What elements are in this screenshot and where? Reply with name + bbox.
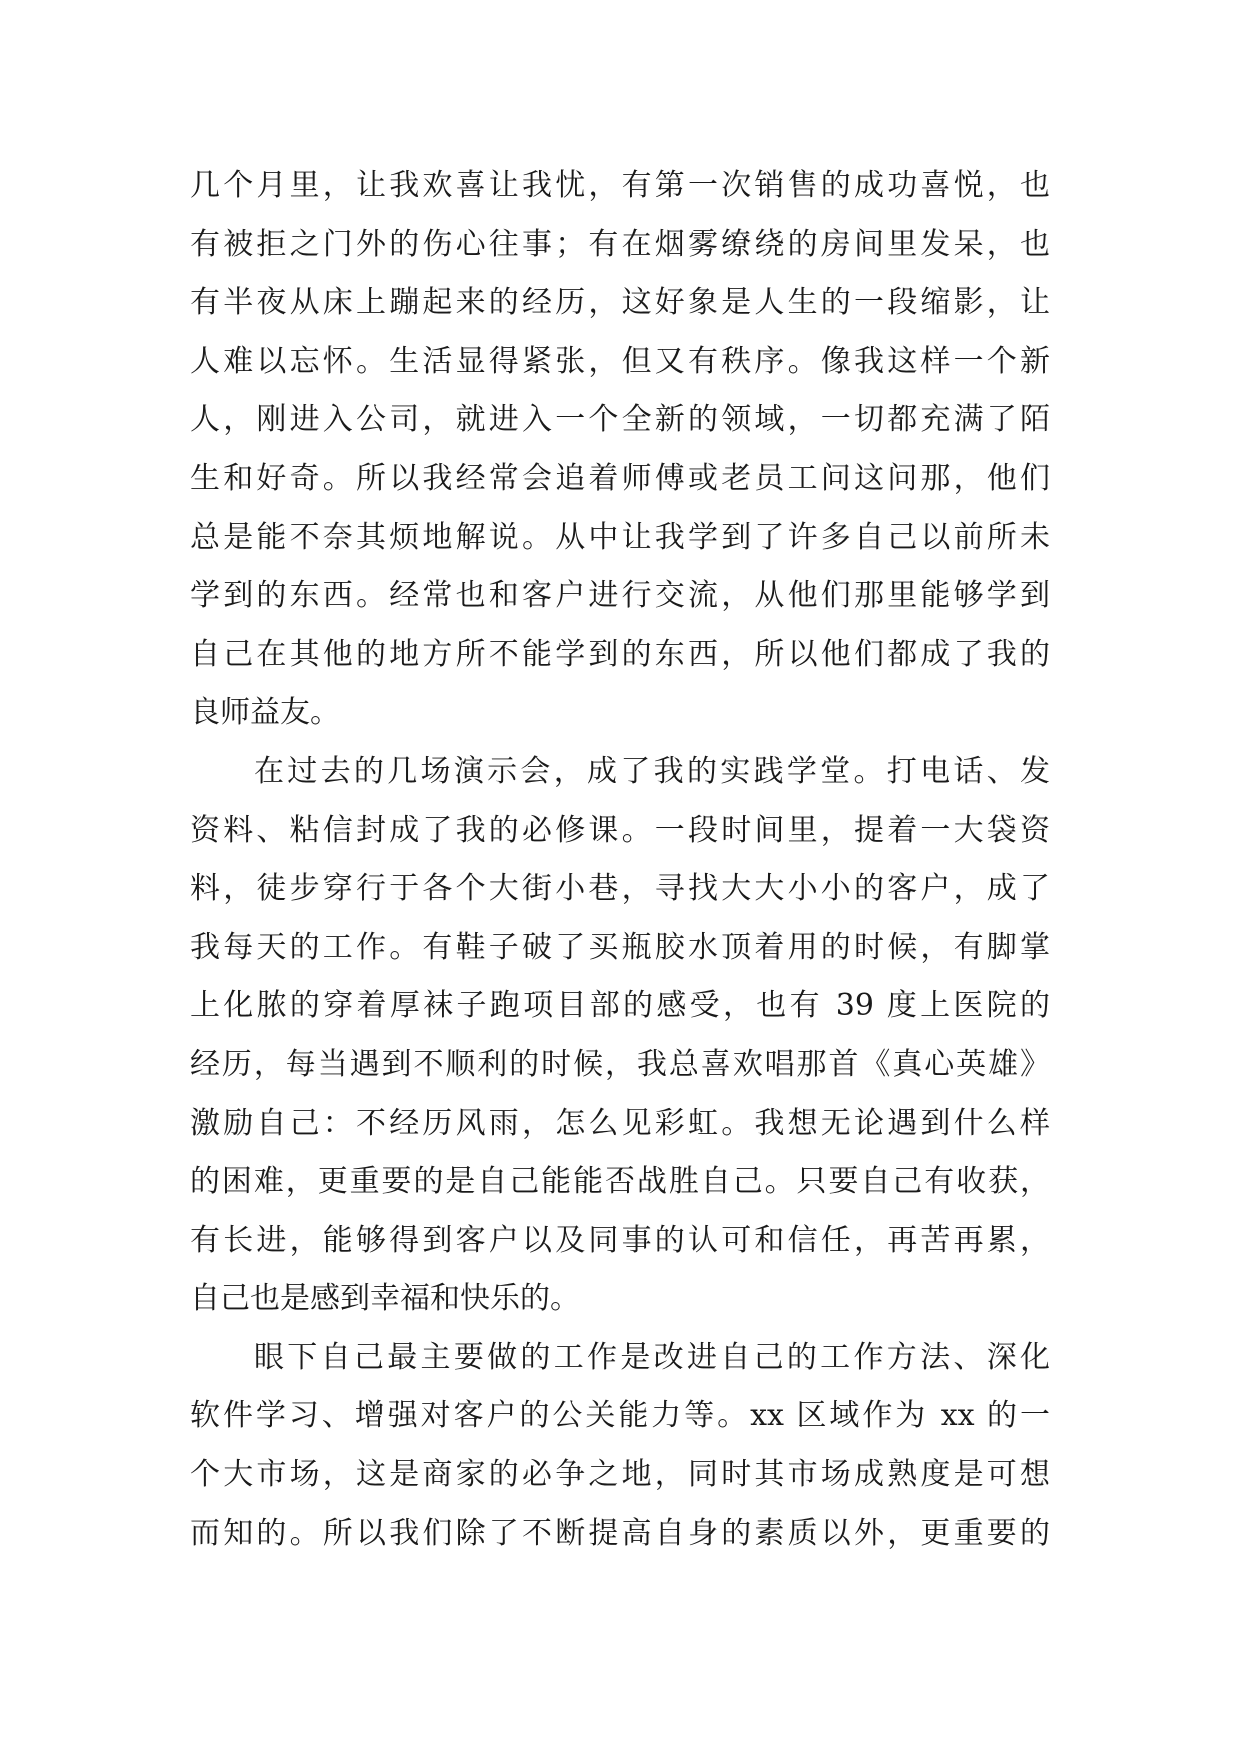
text-line: 的困难，更重要的是自己能能否战胜自己。只要自己有收获， <box>190 1164 1050 1200</box>
text-line: 几个月里，让我欢喜让我忧，有第一次销售的成功喜悦，也 <box>190 168 1050 203</box>
text-line: 软件学习、增强对客户的公关能力等。xx 区域作为 xx 的一 <box>190 1398 1050 1434</box>
text-line: 有长进，能够得到客户以及同事的认可和信任，再苦再累， <box>190 1222 1050 1258</box>
text-line: 料，徒步穿行于各个大街小巷，寻找大大小小的客户，成了 <box>190 871 1050 907</box>
text-line: 眼下自己最主要做的工作是改进自己的工作方法、深化 <box>254 1339 1050 1375</box>
text-line: 资料、粘信封成了我的必修课。一段时间里，提着一大袋资 <box>190 812 1050 848</box>
text-line: 激励自己：不经历风雨，怎么见彩虹。我想无论遇到什么样 <box>190 1105 1050 1141</box>
text-line: 人，刚进入公司，就进入一个全新的领域，一切都充满了陌 <box>190 402 1050 438</box>
paragraph-2 <box>190 743 1050 1329</box>
text-line: 上化脓的穿着厚袜子跑项目部的感受，也有 39 度上医院的 <box>190 988 1050 1024</box>
text-line: 有半夜从床上蹦起来的经历，这好象是人生的一段缩影，让 <box>190 285 1050 321</box>
text-line: 我每天的工作。有鞋子破了买瓶胶水顶着用的时候，有脚掌 <box>190 929 1050 965</box>
text-line: 而知的。所以我们除了不断提高自身的素质以外，更重要的 <box>190 1515 1050 1551</box>
text-line: 个大市场，这是商家的必争之地，同时其市场成熟度是可想 <box>190 1457 1050 1493</box>
paragraph-3 <box>190 1329 1050 1563</box>
text-line: 有被拒之门外的伤心往事；有在烟雾缭绕的房间里发呆，也 <box>190 226 1050 262</box>
paragraph-1 <box>190 157 1050 743</box>
text-line: 良师益友。 <box>190 695 340 731</box>
text-line: 生和好奇。所以我经常会追着师傅或老员工问这问那，他们 <box>190 460 1050 496</box>
text-line: 经历，每当遇到不顺利的时候，我总喜欢唱那首《真心英雄》 <box>190 1046 1050 1082</box>
document-body <box>190 157 1050 1563</box>
text-line: 在过去的几场演示会，成了我的实践学堂。打电话、发 <box>254 753 1050 789</box>
text-line: 学到的东西。经常也和客户进行交流，从他们那里能够学到 <box>190 578 1050 614</box>
text-line: 总是能不奈其烦地解说。从中让我学到了许多自己以前所未 <box>190 519 1050 555</box>
text-line: 人难以忘怀。生活显得紧张，但又有秩序。像我这样一个新 <box>190 343 1050 379</box>
text-line: 自己也是感到幸福和快乐的。 <box>190 1281 580 1317</box>
text-line: 自己在其他的地方所不能学到的东西，所以他们都成了我的 <box>190 636 1050 672</box>
